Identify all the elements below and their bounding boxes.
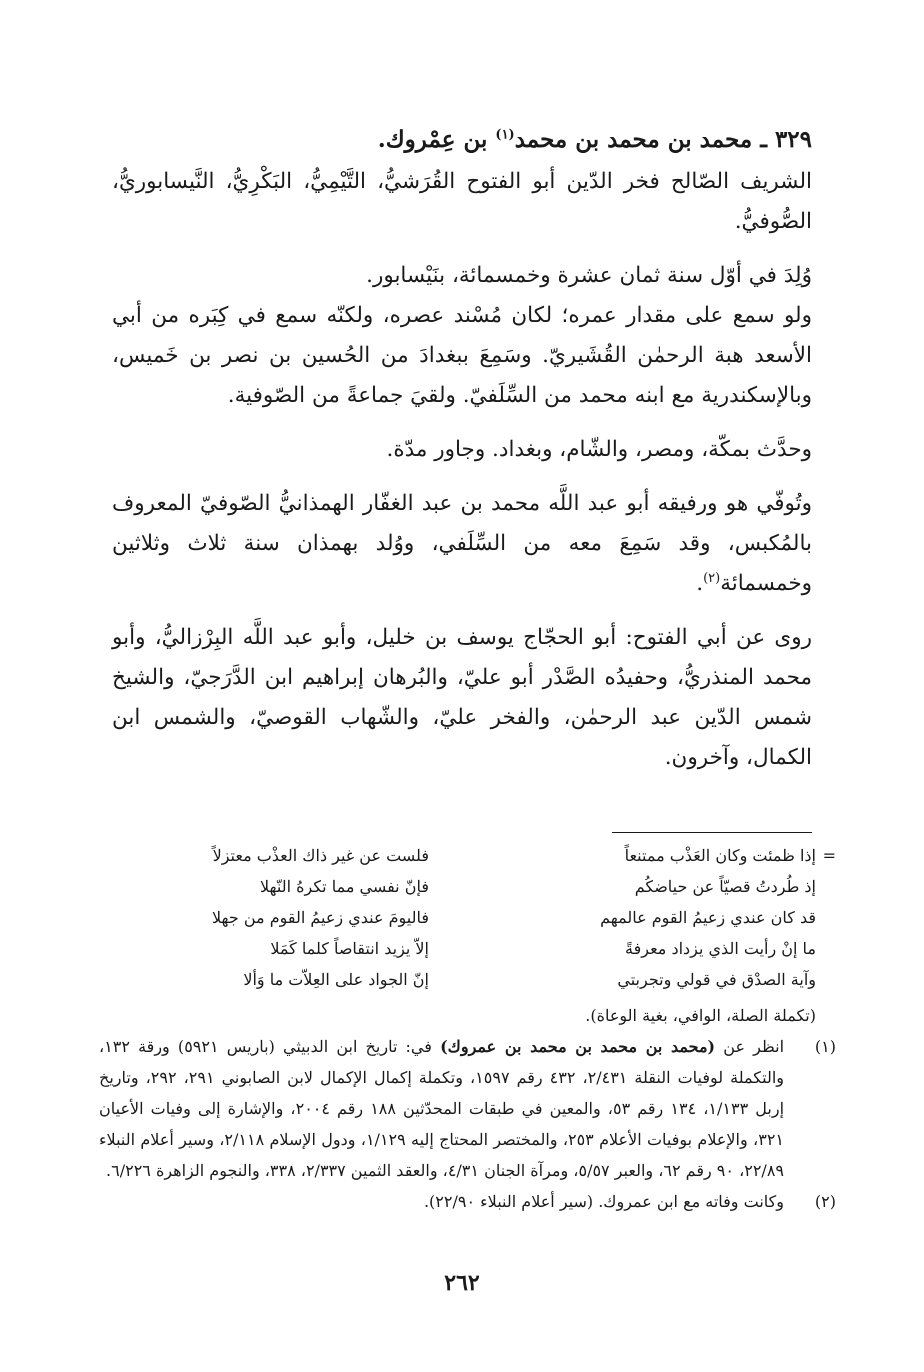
footnote-1: [99, 1031, 836, 1186]
verse-first-half: إذا ظمئت وكان العَذْب ممتنعاً: [624, 846, 816, 865]
poem: [99, 840, 836, 1000]
main-text: [112, 118, 812, 778]
footnote-1-title: (محمد بن محمد بن محمد بن عمروك): [440, 1037, 716, 1056]
poem-first-hemistichs: [496, 840, 816, 995]
paragraph-death: [112, 484, 812, 604]
footnote-divider: [612, 832, 812, 833]
continuation-mark: =: [822, 846, 836, 865]
verse-second-half: إنّ الجواد على العِلاّت ما وَألا: [243, 970, 429, 989]
death-text: وتُوفّي هو ورفيقه أبو عبد اللَّه محمد بن عبد الغفّار الهمذانيُّ الصّوفيّ المعروف بالمُكبس، وقد سَمِعَ معه من السِّلَفي، ووُلد بهمذان سنة ثلاث وثلاثين وخمسمائة: [112, 491, 812, 596]
death-text-end: .: [696, 571, 704, 596]
verse-second-half: إلاّ يزيد انتقاصاً كلما كَمَلا: [270, 939, 429, 958]
verse-second-half: فاليومَ عندي زعيمُ القوم من جهلا: [211, 908, 429, 927]
poem-second-hemistichs: [109, 840, 429, 995]
footnote-2-text: وكانت وفاته مع ابن عمروك. (سير أعلام النبلاء ٢٢/٩٠).: [423, 1192, 784, 1211]
entry-number: ٣٢٩ ـ: [760, 126, 812, 153]
footnotes-area: [99, 840, 836, 1217]
poem-source: (تكملة الصلة، الوافي، بغية الوعاة).: [585, 1006, 816, 1025]
entry-heading: [112, 118, 812, 162]
verse-second-half: فلست عن غير ذاك العذْب معتزلاً: [212, 846, 429, 865]
footnote-ref-2[interactable]: (٢): [703, 570, 721, 586]
footnote-1-number: (١): [814, 1037, 836, 1056]
paragraph-hearing: ولو سمع على مقدار عمره؛ لكان مُسْند عصره، ولكنّه سمع في كِبَره من أبي الأسعد هبة الرحمٰن القُشَيريّ. وسَمِعَ ببغدادَ من الحُسين بن نصر بن خَميس، وبالإسكندرية مع ابنه محمد من السِّلَفيّ. ولقيَ جماعةً من الصّوفية.: [112, 303, 812, 408]
footnote-ref-1[interactable]: (١): [495, 127, 515, 143]
paragraph-narrators: روى عن أبي الفتوح: أبو الحجّاج يوسف بن خليل، وأبو عبد اللَّه البِرْزاليُّ، وأبو محمد المنذريُّ، وحفيدُه الصَّدْر أبو عليّ، والبُرهان إبراهيم ابن الدَّرَجيّ، والشيخ شمس الدّين عبد الرحمٰن، والفخر عليّ، والشّهاب القوصيّ، والشمس ابن الكمال، وآخرون.: [112, 625, 812, 770]
footnote-1-lead: انظر عن: [723, 1037, 785, 1056]
verse-second-half: فإنّ نفسي مما تكرهُ النّهلا: [259, 877, 429, 896]
entry-name: محمد بن محمد بن محمد: [514, 126, 753, 153]
page-number: ٢٦٢: [444, 1270, 480, 1296]
paragraph-titles: الشريف الصّالح فخر الدّين أبو الفتوح القُرَشيُّ، التَّيْمِيُّ، البَكْرِيُّ، النَّيسابوريُّ، الصُّوفيُّ.: [112, 169, 812, 234]
paragraph-birth: وُلِدَ في أوّل سنة ثمان عشرة وخمسمائة، بنَيْسابور.: [366, 263, 812, 288]
footnote-2-number: (٢): [814, 1192, 836, 1211]
verse-first-half: إذ طُردتُ قصيّاً عن حياضكُم: [634, 877, 816, 896]
footnote-1-text: في: تاريخ ابن الدبيثي (باريس ٥٩٢١) ورقة ١٣٢، والتكملة لوفيات النقلة ٢/٤٣١، ٤٣٢ رقم ١٥٩٧، وتكملة إكمال الإكمال لابن الصابوني ٢٩١، ٢٩٢، وتاريخ إربل ١/١٣٣، ١٣٤ رقم ٥٣، والمعين في طبقات المحدّثين ١٨٨ رقم ٢٠٠٤، والإشارة إلى وفيات الأعيان ٣٢١، والإعلام بوفيات الأعلام ٢٥٣، والمختصر المحتاج إليه ١/١٢٩، ودول الإسلام ٢/١١٨، وسير أعلام النبلاء ٢٢/٨٩، ٩٠ رقم ٦٢، والعبر ٥/٥٧، ومرآة الجنان ٤/٣١، والعقد الثمين ٢/٣٣٧، ٣٣٨، والنجوم الزاهرة ٦/٢٢٦.: [99, 1037, 785, 1180]
verse-first-half: قد كان عندي زعيمُ القوم عالمهم: [600, 908, 816, 927]
entry-name-tail: بن عِمْروك.: [377, 126, 488, 153]
verse-first-half: ما إنْ رأيت الذي يزداد معرفةً: [625, 939, 816, 958]
paragraph-narration-places: وحدَّث بمكّة، ومصر، والشّام، وبغداد. وجاور مدّة.: [386, 437, 812, 462]
footnote-2: [99, 1186, 836, 1217]
verse-first-half: وآية الصدْق في قولي وتجربتي: [617, 970, 816, 989]
